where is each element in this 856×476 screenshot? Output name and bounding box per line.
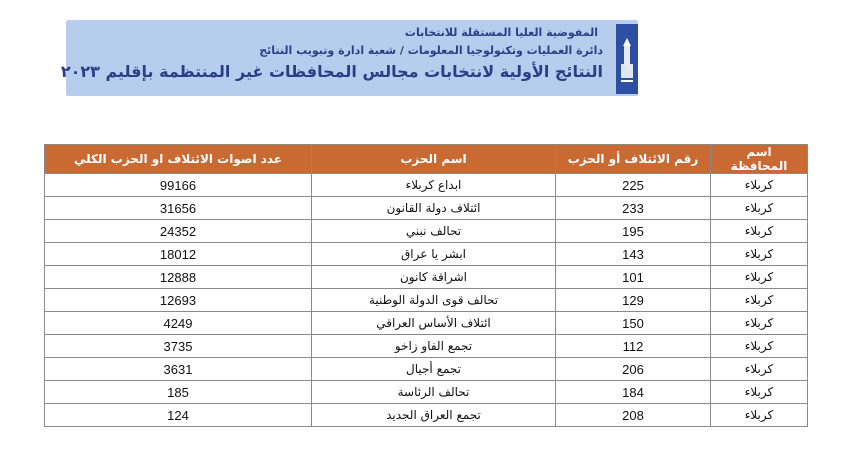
table-row xyxy=(45,335,808,358)
cell-party-name: ائتلاف دولة القانون xyxy=(312,197,556,220)
cell-governorate: كربلاء xyxy=(711,404,808,427)
cell-governorate: كربلاء xyxy=(711,174,808,197)
cell-votes: 124 xyxy=(45,404,312,427)
cell-votes: 99166 xyxy=(45,174,312,197)
ballot-box-icon xyxy=(616,24,638,94)
cell-party-name: ابداع كربلاء xyxy=(312,174,556,197)
cell-party-name: تحالف قوى الدولة الوطنية xyxy=(312,289,556,312)
cell-party-number: 150 xyxy=(556,312,711,335)
cell-party-name: تجمع الفاو زاخو xyxy=(312,335,556,358)
cell-party-number: 233 xyxy=(556,197,711,220)
cell-party-number: 206 xyxy=(556,358,711,381)
cell-votes: 3631 xyxy=(45,358,312,381)
cell-votes: 18012 xyxy=(45,243,312,266)
cell-governorate: كربلاء xyxy=(711,358,808,381)
page-title: النتائج الأولية لانتخابات مجالس المحافظات غير المنتظمة بإقليم ٢٠٢٣ xyxy=(60,62,603,81)
cell-votes: 31656 xyxy=(45,197,312,220)
cell-party-number: 112 xyxy=(556,335,711,358)
cell-governorate: كربلاء xyxy=(711,243,808,266)
cell-party-number: 129 xyxy=(556,289,711,312)
cell-votes: 3735 xyxy=(45,335,312,358)
cell-votes: 185 xyxy=(45,381,312,404)
column-header-governorate: اسم المحافظة xyxy=(711,145,808,174)
cell-governorate: كربلاء xyxy=(711,220,808,243)
table-body xyxy=(45,174,808,427)
cell-party-name: ابشر يا عراق xyxy=(312,243,556,266)
cell-party-name: ائتلاف الأساس العراقي xyxy=(312,312,556,335)
cell-party-name: تجمع أجيال xyxy=(312,358,556,381)
table-header-row xyxy=(45,145,808,174)
cell-governorate: كربلاء xyxy=(711,312,808,335)
cell-party-number: 195 xyxy=(556,220,711,243)
ihec-logo-icon xyxy=(616,24,638,94)
column-header-party-name: اسم الحزب xyxy=(312,145,556,174)
cell-votes: 12888 xyxy=(45,266,312,289)
cell-party-name: تحالف الرئاسة xyxy=(312,381,556,404)
table-row xyxy=(45,243,808,266)
cell-votes: 4249 xyxy=(45,312,312,335)
cell-governorate: كربلاء xyxy=(711,335,808,358)
cell-party-number: 225 xyxy=(556,174,711,197)
column-header-number: رقم الائتلاف أو الحزب xyxy=(556,145,711,174)
commission-name: المفوضية العليا المستقلة للانتخابات xyxy=(404,26,598,39)
cell-governorate: كربلاء xyxy=(711,266,808,289)
cell-governorate: كربلاء xyxy=(711,197,808,220)
results-table xyxy=(44,144,808,427)
table-row xyxy=(45,289,808,312)
cell-party-name: تحالف نبني xyxy=(312,220,556,243)
table-row xyxy=(45,266,808,289)
cell-votes: 24352 xyxy=(45,220,312,243)
department-name: دائرة العمليات وتكنولوجيا المعلومات / شعبة ادارة وتبويب النتائج xyxy=(259,44,603,57)
cell-party-name: تجمع العراق الجديد xyxy=(312,404,556,427)
cell-votes: 12693 xyxy=(45,289,312,312)
cell-party-number: 101 xyxy=(556,266,711,289)
table-row xyxy=(45,312,808,335)
table-row xyxy=(45,381,808,404)
table-row xyxy=(45,174,808,197)
table-row xyxy=(45,404,808,427)
cell-party-number: 143 xyxy=(556,243,711,266)
cell-party-number: 184 xyxy=(556,381,711,404)
cell-party-number: 208 xyxy=(556,404,711,427)
cell-governorate: كربلاء xyxy=(711,381,808,404)
cell-party-name: اشراقة كانون xyxy=(312,266,556,289)
table-row xyxy=(45,220,808,243)
column-header-votes: عدد اصوات الائتلاف او الحزب الكلي xyxy=(45,145,312,174)
table-row xyxy=(45,358,808,381)
cell-governorate: كربلاء xyxy=(711,289,808,312)
table-row xyxy=(45,197,808,220)
